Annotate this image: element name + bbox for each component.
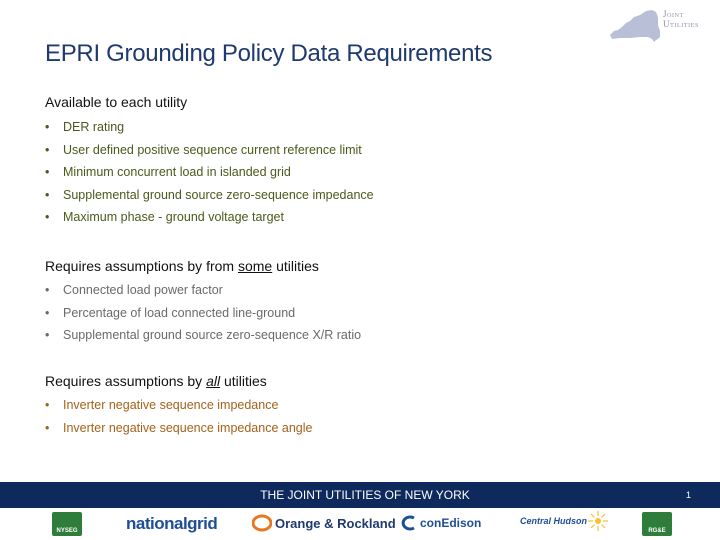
list-item: • Supplemental ground source zero-sequence impedance — [45, 187, 374, 202]
orange-rockland-logo: Orange & Rockland — [252, 514, 396, 532]
list-item: • Minimum concurrent load in islanded grid — [45, 165, 291, 179]
list-item: • User defined positive sequence current reference limit — [45, 142, 362, 157]
utility-logos-strip — [0, 508, 720, 540]
list-item: • Maximum phase - ground voltage target — [45, 210, 284, 224]
page-number: 1 — [686, 490, 692, 500]
slide-title: EPRI Grounding Policy Data Requirements — [45, 40, 493, 67]
sunburst-icon — [587, 510, 609, 532]
available-list — [45, 116, 374, 229]
list-item: • Inverter negative sequence impedance — [45, 398, 279, 412]
conedison-logo: conEdison — [400, 515, 481, 531]
conedison-icon — [400, 515, 418, 531]
list-item: • Connected load power factor — [45, 283, 223, 297]
list-item: • Inverter negative sequence impedance angle — [45, 420, 313, 435]
national-grid-logo: nationalgrid — [126, 514, 218, 533]
central-hudson-logo: Central Hudson — [520, 510, 609, 532]
some-utilities-heading: Requires assumptions by from some utilities — [45, 258, 319, 274]
list-item: • Supplemental ground source zero-sequence X/R ratio — [45, 328, 362, 342]
list-item: • Percentage of load connected line-ground — [45, 305, 296, 320]
joint-utilities-logo-text: Joint Utilities — [663, 9, 699, 29]
some-utilities-list — [45, 279, 361, 347]
available-heading: Available to each utility — [45, 94, 188, 110]
orange-rockland-icon — [252, 514, 272, 532]
rge-logo: RG&E — [642, 512, 672, 536]
nysseg-logo: NYSEG — [52, 512, 82, 536]
all-utilities-list — [45, 394, 312, 439]
footer-text: THE JOINT UTILITIES OF NEW YORK — [260, 488, 470, 502]
list-item: • DER rating — [45, 120, 125, 134]
all-utilities-heading: Requires assumptions by all utilities — [45, 373, 267, 389]
